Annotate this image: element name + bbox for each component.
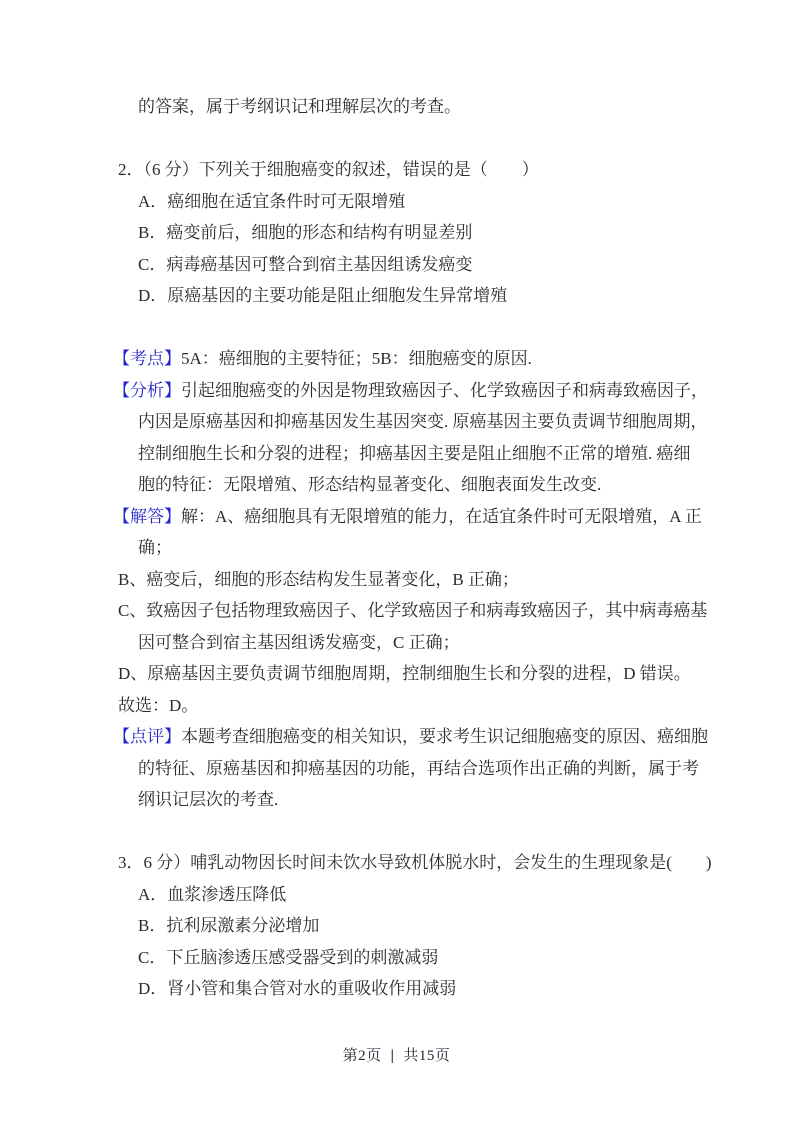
page-footer: [0, 1046, 793, 1066]
question-2-option-a: A．癌细胞在适宜条件时可无限增殖: [138, 191, 406, 211]
document-body: [113, 91, 712, 1005]
comment-label: 【点评】: [113, 727, 181, 746]
answer-text-line6: D、原癌基因主要负责调节细胞周期，控制细胞生长和分裂的进程，D 错误。: [118, 664, 691, 683]
section-keypoints: [113, 343, 693, 375]
question-3-option-b: B．抗利尿激素分泌增加: [138, 916, 320, 935]
question-3-option-c: C．下丘脑渗透压感受器受到的刺激减弱: [138, 947, 439, 967]
footer-separator: |: [390, 1048, 395, 1064]
section-comment: [113, 721, 708, 753]
blank-line: [113, 123, 693, 155]
answer-conclusion: 故选：D。: [118, 695, 199, 715]
analysis-text-line1: 引起细胞癌变的外因是物理致癌因子、化学致癌因子和病毒致癌因子，: [181, 380, 708, 400]
question-2-stem: 2．（6 分）下列关于细胞癌变的叙述，错误的是（ ）: [118, 160, 539, 179]
question-3-option-d: D．肾小管和集合管对水的重吸收作用减弱: [138, 979, 457, 998]
question-2-option-d: D．原癌基因的主要功能是阻止细胞发生异常增殖: [138, 286, 508, 305]
section-answer: [113, 501, 702, 533]
answer-text-line1: 解：A、癌细胞具有无限增殖的能力，在适宜条件时可无限增殖，A 正: [181, 506, 702, 526]
blank-line: [113, 312, 693, 344]
section-analysis: [113, 375, 708, 407]
analysis-label: 【分析】: [113, 380, 181, 400]
answer-text-line5: 因可整合到宿主基因组诱发癌变，C 正确；: [138, 632, 460, 652]
answer-text-line4: C、致癌因子包括物理致癌因子、化学致癌因子和病毒致癌因子，其中病毒癌基: [118, 601, 708, 620]
answer-text-line3: B、癌变后，细胞的形态结构发生显著变化，B 正确；: [118, 569, 519, 589]
analysis-text-line4: 胞的特征：无限增殖、形态结构显著变化、细胞表面发生改变.: [138, 475, 602, 494]
question-2-option-c: C．病毒癌基因可整合到宿主基因组诱发癌变: [138, 254, 473, 274]
question-3-option-a: A．血浆渗透压降低: [138, 884, 287, 904]
comment-text-line3: 纲识记层次的考查.: [138, 790, 279, 809]
keypoints-label: 【考点】: [113, 349, 181, 368]
keypoints-text: 5A：癌细胞的主要特征；5B：细胞癌变的原因.: [181, 349, 532, 368]
answer-text-line2: 确；: [138, 538, 172, 557]
analysis-text-line3: 控制细胞生长和分裂的进程；抑癌基因主要是阻止细胞不正常的增殖. 癌细: [138, 443, 691, 463]
comment-text-line1: 本题考查细胞癌变的相关知识，要求考生识记细胞癌变的原因、癌细胞: [181, 727, 708, 746]
carryover-paragraph-line: 的答案，属于考纲识记和理解层次的考查。: [138, 97, 461, 116]
analysis-text-line2: 内因是原癌基因和抑癌基因发生基因突变. 原癌基因主要负责调节细胞周期，: [138, 412, 708, 431]
footer-total-pages: 共15页: [403, 1048, 451, 1064]
footer-page-number: 第2页: [342, 1048, 382, 1064]
question-2-option-b: B．癌变前后，细胞的形态和结构有明显差别: [138, 223, 473, 242]
question-3-stem: 3．6 分）哺乳动物因长时间未饮水导致机体脱水时，会发生的生理现象是( ): [118, 853, 712, 872]
blank-line: [113, 816, 693, 848]
comment-text-line2: 的特征、原癌基因和抑癌基因的功能，再结合选项作出正确的判断，属于考: [138, 758, 699, 778]
answer-label: 【解答】: [113, 506, 181, 526]
